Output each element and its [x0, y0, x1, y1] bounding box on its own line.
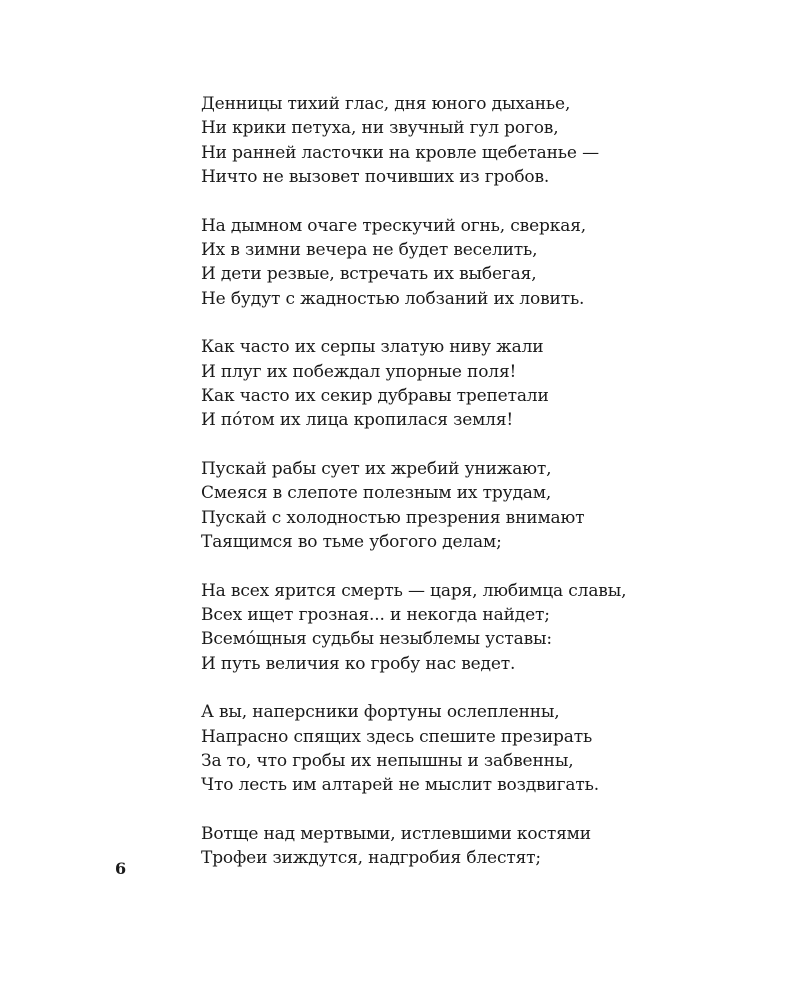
- verse-line: Всех ищет грозная... и некогда найдет;: [201, 604, 550, 625]
- verse-line: Трофеи зиждутся, надгробия блестят;: [201, 848, 542, 869]
- verse-line: На дымном очаге трескучий огнь, сверкая,: [201, 215, 587, 236]
- verse-line: Напрасно спящих здесь спешите презирать: [201, 726, 593, 747]
- verse-line: Ничто не вызовет почивших из гробов.: [201, 167, 550, 188]
- verse-line: Их в зимни вечера не будет веселить,: [201, 240, 538, 261]
- verse-line: Всемóщныя судьбы незыблемы уставы:: [201, 629, 552, 650]
- verse-line: Пускай с холодностью презрения внимают: [201, 507, 585, 528]
- stanza-4: [201, 457, 761, 555]
- verse-line: Как часто их серпы златую ниву жали: [201, 337, 544, 358]
- verse-line: Что лесть им алтарей не мыслит воздвигать.: [201, 775, 599, 796]
- verse-line: И плуг их побеждал упорные поля!: [201, 361, 517, 382]
- verse-line: Ни ранней ласточки на кровле щебетанье —: [201, 142, 599, 163]
- stanza-7: [201, 822, 761, 871]
- verse-line: Смеяся в слепоте полезным их трудам,: [201, 483, 552, 504]
- poem-text: [201, 92, 761, 895]
- verse-line: Таящимся во тьме убогого делам;: [201, 532, 502, 553]
- verse-line: Пускай рабы сует их жребий унижают,: [201, 458, 552, 479]
- verse-line: За то, что гробы их непышны и забвенны,: [201, 750, 574, 771]
- stanza-1: [201, 92, 761, 190]
- verse-line: И дети резвые, встречать их выбегая,: [201, 264, 537, 285]
- verse-line: Ни крики петуха, ни звучный гул рогов,: [201, 118, 559, 139]
- verse-line: На всех ярится смерть — царя, любимца славы,: [201, 580, 627, 601]
- stanza-2: [201, 214, 761, 312]
- stanza-5: [201, 579, 761, 677]
- stanza-6: [201, 700, 761, 798]
- verse-line: А вы, наперсники фортуны ослепленны,: [201, 702, 560, 723]
- verse-line: Денницы тихий глас, дня юного дыханье,: [201, 94, 571, 114]
- verse-line: Как часто их секир дубравы трепетали: [201, 386, 549, 407]
- verse-line: И пóтом их лица кропилася земля!: [201, 410, 514, 431]
- stanza-3: [201, 335, 761, 433]
- page-number: 6: [115, 859, 127, 878]
- verse-line: Вотще над мертвыми, истлевшими костями: [201, 823, 591, 844]
- verse-line: Не будут с жадностью лобзаний их ловить.: [201, 288, 585, 309]
- verse-line: И путь величия ко гробу нас ведет.: [201, 653, 516, 674]
